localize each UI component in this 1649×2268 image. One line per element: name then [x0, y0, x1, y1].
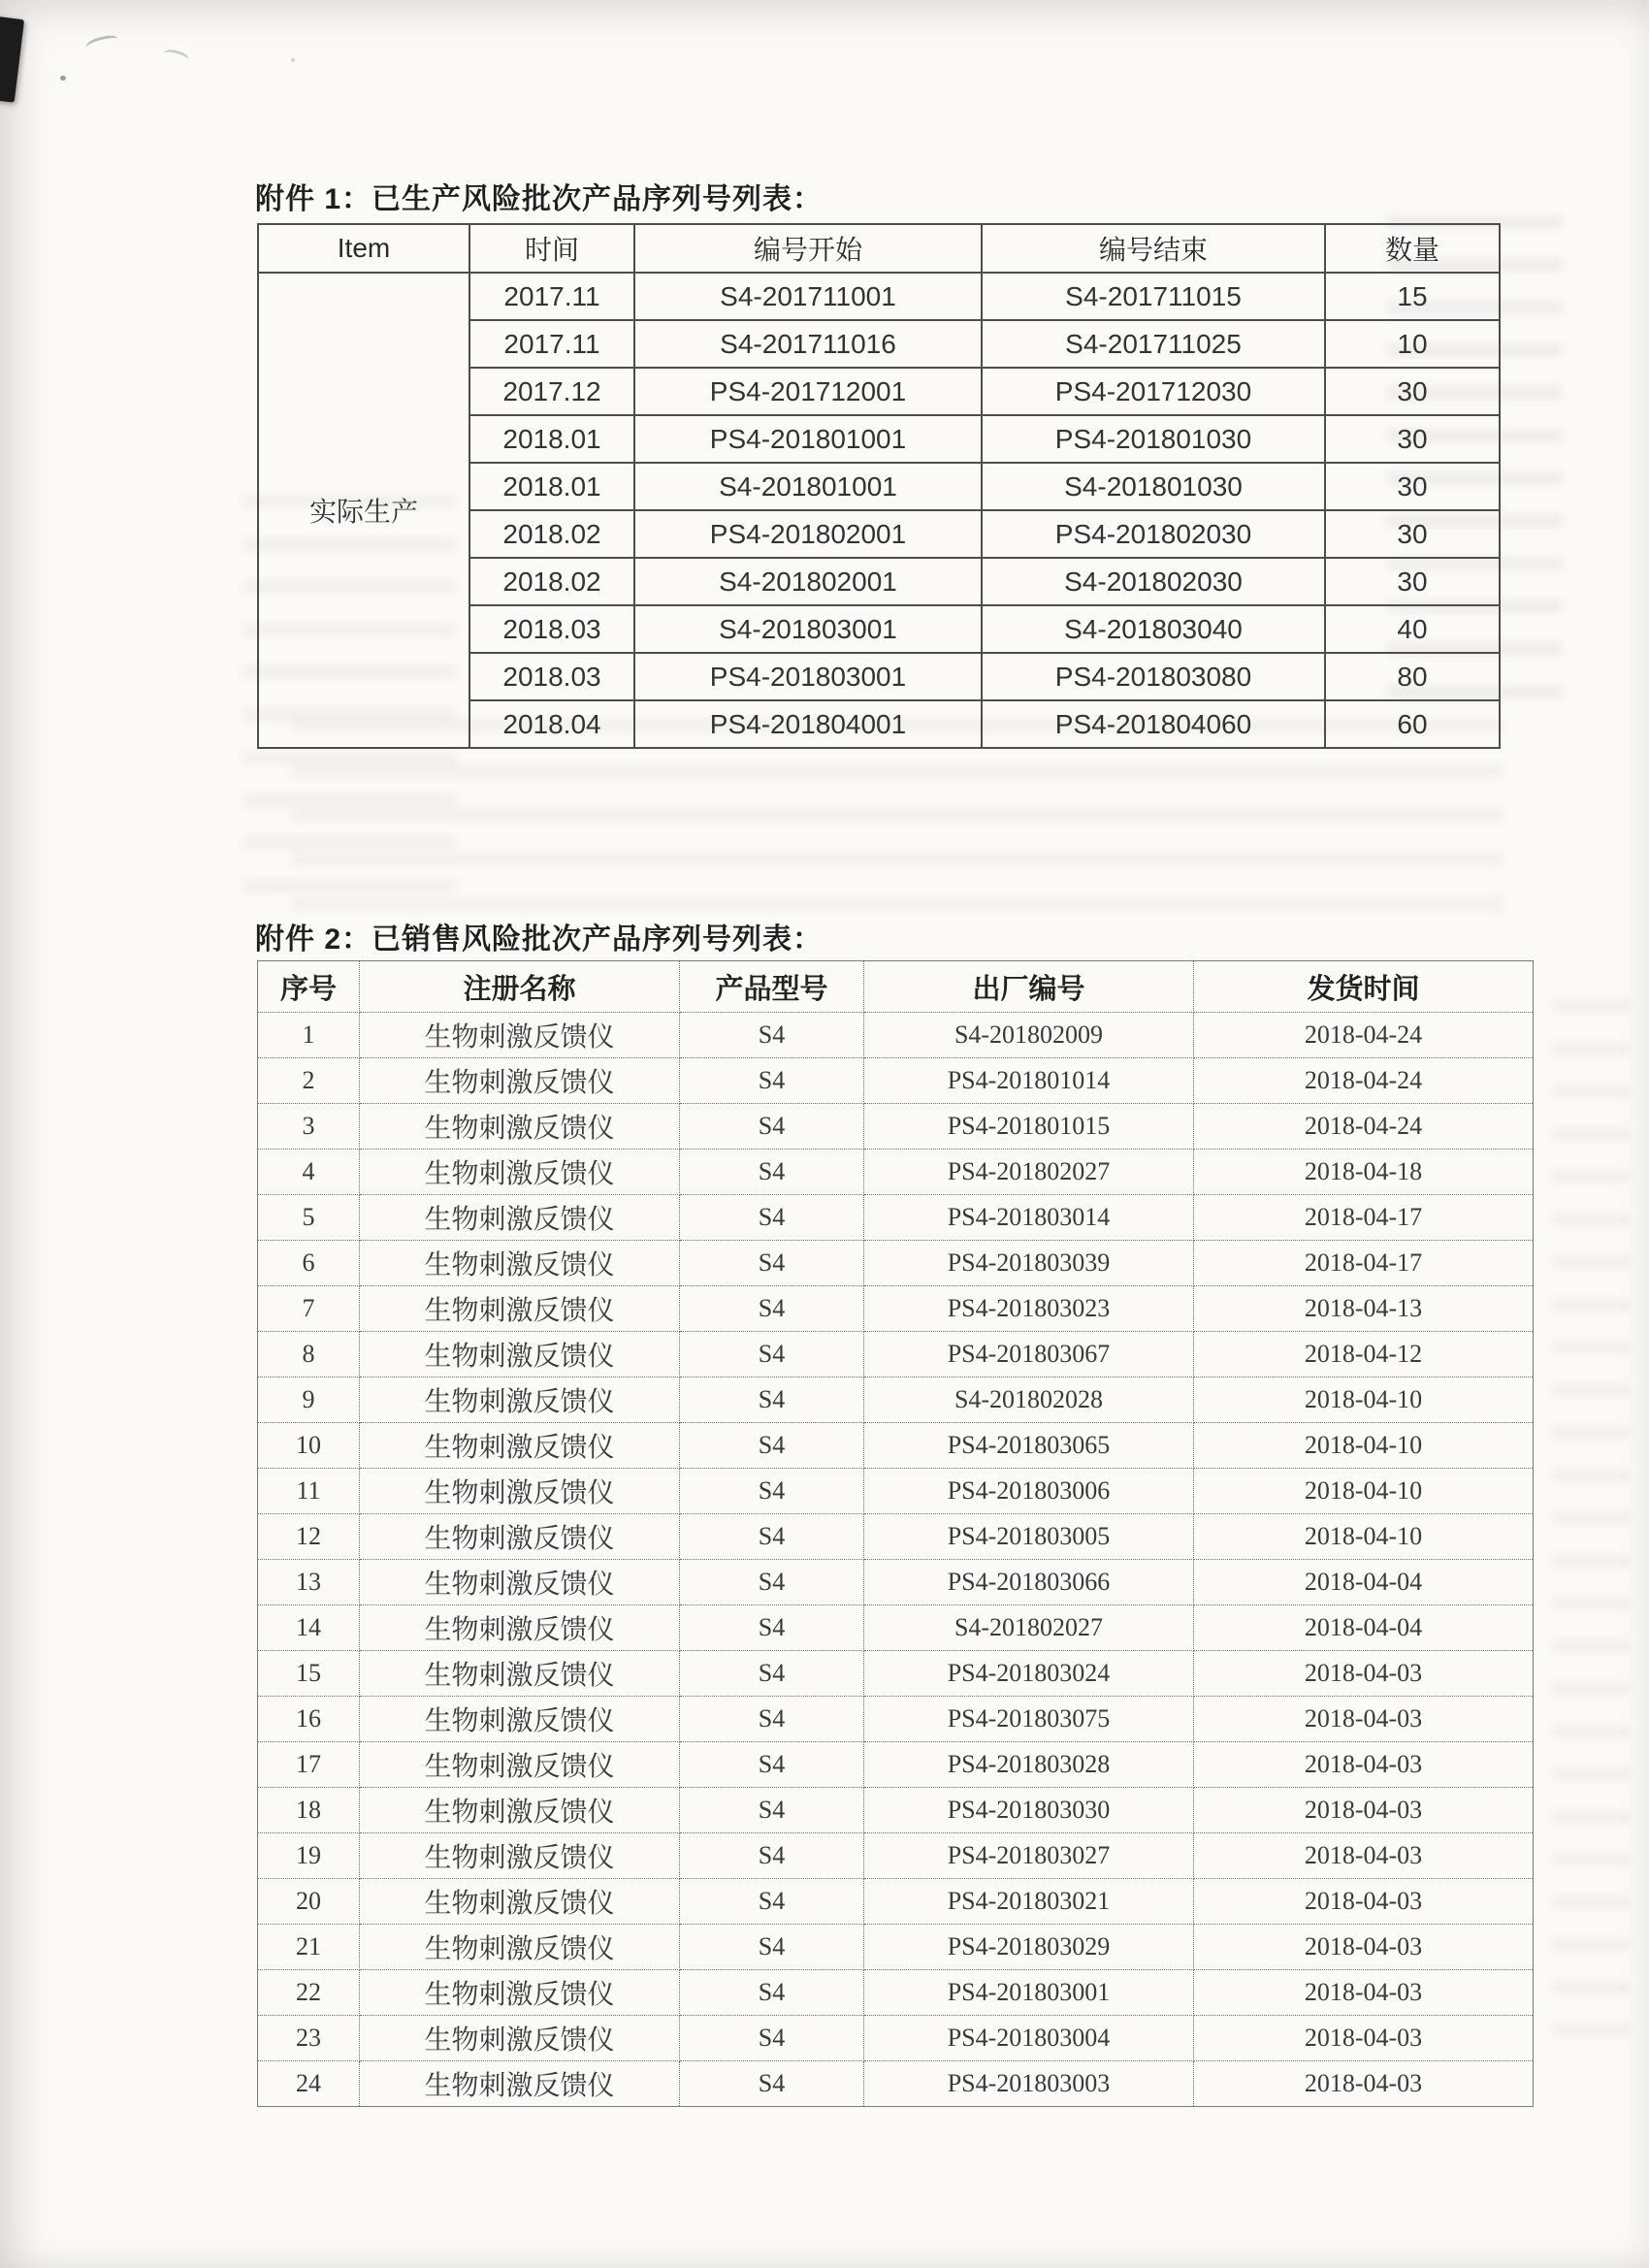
time-cell: 2018.01 — [469, 415, 634, 463]
registered-name-cell: 生物刺激反馈仪 — [360, 1651, 680, 1697]
time-cell: 2018.02 — [469, 558, 634, 605]
ship-date-cell: 2018-04-18 — [1194, 1150, 1534, 1195]
column-header-item: Item — [258, 224, 469, 273]
factory-serial-cell: PS4-201803005 — [864, 1514, 1194, 1560]
table-row — [258, 1423, 1534, 1469]
column-header-ship-date: 发货时间 — [1194, 961, 1534, 1013]
ship-date-cell: 2018-04-24 — [1194, 1058, 1534, 1104]
serial-start-cell: PS4-201712001 — [634, 368, 982, 415]
registered-name-cell: 生物刺激反馈仪 — [360, 1788, 680, 1833]
ship-date-cell: 2018-04-03 — [1194, 1651, 1534, 1697]
serial-end-cell: PS4-201801030 — [982, 415, 1325, 463]
registered-name-cell: 生物刺激反馈仪 — [360, 1833, 680, 1879]
serial-start-cell: S4-201711016 — [634, 320, 982, 368]
table-row — [258, 1788, 1534, 1833]
table-row — [258, 1332, 1534, 1377]
table-row — [258, 1150, 1534, 1195]
serial-end-cell: S4-201803040 — [982, 605, 1325, 653]
ship-date-cell: 2018-04-10 — [1194, 1514, 1534, 1560]
row-number-cell: 3 — [258, 1104, 360, 1150]
registered-name-cell: 生物刺激反馈仪 — [360, 1697, 680, 1742]
ship-date-cell: 2018-04-03 — [1194, 1697, 1534, 1742]
product-model-cell: S4 — [680, 1286, 864, 1332]
row-number-cell: 7 — [258, 1286, 360, 1332]
time-cell: 2018.04 — [469, 700, 634, 748]
table-row — [258, 1286, 1534, 1332]
ship-date-cell: 2018-04-10 — [1194, 1377, 1534, 1423]
row-number-cell: 10 — [258, 1423, 360, 1469]
serial-end-cell: S4-201801030 — [982, 463, 1325, 510]
product-model-cell: S4 — [680, 1104, 864, 1150]
row-number-cell: 6 — [258, 1241, 360, 1286]
column-header-serial-end: 编号结束 — [982, 224, 1325, 273]
product-model-cell: S4 — [680, 2016, 864, 2061]
table-row — [258, 1241, 1534, 1286]
row-number-cell: 12 — [258, 1514, 360, 1560]
serial-start-cell: PS4-201804001 — [634, 700, 982, 748]
product-model-cell: S4 — [680, 1560, 864, 1605]
product-model-cell: S4 — [680, 1697, 864, 1742]
registered-name-cell: 生物刺激反馈仪 — [360, 1925, 680, 1970]
ship-date-cell: 2018-04-03 — [1194, 2016, 1534, 2061]
row-number-cell: 13 — [258, 1560, 360, 1605]
product-model-cell: S4 — [680, 2061, 864, 2107]
sold-table-header — [258, 961, 1534, 1013]
ship-date-cell: 2018-04-17 — [1194, 1241, 1534, 1286]
row-number-cell: 22 — [258, 1970, 360, 2016]
quantity-cell: 30 — [1325, 463, 1500, 510]
quantity-cell: 10 — [1325, 320, 1500, 368]
merged-actual-production-cell: 实际生产 — [258, 273, 469, 748]
registered-name-cell: 生物刺激反馈仪 — [360, 1469, 680, 1514]
table-row — [258, 1742, 1534, 1788]
table-row — [258, 1605, 1534, 1651]
column-header-serial: 出厂编号 — [864, 961, 1194, 1013]
factory-serial-cell: PS4-201803001 — [864, 1970, 1194, 2016]
serial-end-cell: PS4-201712030 — [982, 368, 1325, 415]
factory-serial-cell: PS4-201803027 — [864, 1833, 1194, 1879]
time-cell: 2017.11 — [469, 320, 634, 368]
ship-date-cell: 2018-04-12 — [1194, 1332, 1534, 1377]
row-number-cell: 23 — [258, 2016, 360, 2061]
registered-name-cell: 生物刺激反馈仪 — [360, 1423, 680, 1469]
quantity-cell: 30 — [1325, 415, 1500, 463]
row-number-cell: 4 — [258, 1150, 360, 1195]
row-number-cell: 8 — [258, 1332, 360, 1377]
serial-end-cell: S4-201711025 — [982, 320, 1325, 368]
registered-name-cell: 生物刺激反馈仪 — [360, 1150, 680, 1195]
product-model-cell: S4 — [680, 1605, 864, 1651]
table-row — [258, 1377, 1534, 1423]
registered-name-cell: 生物刺激反馈仪 — [360, 1879, 680, 1925]
quantity-cell: 80 — [1325, 653, 1500, 700]
column-header-model: 产品型号 — [680, 961, 864, 1013]
scan-corner-mark — [0, 16, 24, 103]
table-row — [258, 1651, 1534, 1697]
ship-date-cell: 2018-04-04 — [1194, 1560, 1534, 1605]
product-model-cell: S4 — [680, 1925, 864, 1970]
row-number-cell: 9 — [258, 1377, 360, 1423]
serial-end-cell: PS4-201802030 — [982, 510, 1325, 558]
row-number-cell: 17 — [258, 1742, 360, 1788]
table-row — [258, 1970, 1534, 2016]
factory-serial-cell: PS4-201801015 — [864, 1104, 1194, 1150]
product-model-cell: S4 — [680, 1058, 864, 1104]
registered-name-cell: 生物刺激反馈仪 — [360, 1742, 680, 1788]
row-number-cell: 16 — [258, 1697, 360, 1742]
product-model-cell: S4 — [680, 1423, 864, 1469]
ship-date-cell: 2018-04-24 — [1194, 1013, 1534, 1058]
column-header-name: 注册名称 — [360, 961, 680, 1013]
table-row — [258, 1013, 1534, 1058]
ship-date-cell: 2018-04-03 — [1194, 1742, 1534, 1788]
quantity-cell: 60 — [1325, 700, 1500, 748]
product-model-cell: S4 — [680, 1377, 864, 1423]
registered-name-cell: 生物刺激反馈仪 — [360, 1332, 680, 1377]
ship-date-cell: 2018-04-17 — [1194, 1195, 1534, 1241]
column-header-no: 序号 — [258, 961, 360, 1013]
serial-start-cell: S4-201801001 — [634, 463, 982, 510]
product-model-cell: S4 — [680, 1013, 864, 1058]
header-row — [258, 224, 1500, 273]
scan-speck — [60, 76, 66, 81]
time-cell: 2018.03 — [469, 653, 634, 700]
attachment2-title: 附件 2：已销售风险批次产品序列号列表： — [255, 923, 824, 956]
factory-serial-cell: PS4-201803004 — [864, 2016, 1194, 2061]
column-header-serial-start: 编号开始 — [634, 224, 982, 273]
product-model-cell: S4 — [680, 1879, 864, 1925]
production-table-header — [258, 224, 1500, 273]
row-number-cell: 1 — [258, 1013, 360, 1058]
factory-serial-cell: PS4-201803014 — [864, 1195, 1194, 1241]
table-row — [258, 1833, 1534, 1879]
factory-serial-cell: PS4-201803024 — [864, 1651, 1194, 1697]
factory-serial-cell: PS4-201803003 — [864, 2061, 1194, 2107]
factory-serial-cell: PS4-201803066 — [864, 1560, 1194, 1605]
table-row — [258, 2016, 1534, 2061]
factory-serial-cell: S4-201802028 — [864, 1377, 1194, 1423]
table-row — [258, 1104, 1534, 1150]
ship-date-cell: 2018-04-03 — [1194, 1970, 1534, 2016]
factory-serial-cell: PS4-201803067 — [864, 1332, 1194, 1377]
scan-speck — [291, 58, 295, 62]
factory-serial-cell: PS4-201803075 — [864, 1697, 1194, 1742]
ship-date-cell: 2018-04-13 — [1194, 1286, 1534, 1332]
registered-name-cell: 生物刺激反馈仪 — [360, 1104, 680, 1150]
registered-name-cell: 生物刺激反馈仪 — [360, 1286, 680, 1332]
production-table-body — [258, 273, 1500, 748]
product-model-cell: S4 — [680, 1514, 864, 1560]
attachment1-title: 附件 1：已生产风险批次产品序列号列表： — [255, 183, 824, 215]
factory-serial-cell: PS4-201803065 — [864, 1423, 1194, 1469]
ship-date-cell: 2018-04-03 — [1194, 1788, 1534, 1833]
serial-start-cell: PS4-201801001 — [634, 415, 982, 463]
pencil-squiggle — [162, 47, 190, 66]
table-row — [258, 1879, 1534, 1925]
quantity-cell: 40 — [1325, 605, 1500, 653]
product-model-cell: S4 — [680, 1651, 864, 1697]
registered-name-cell: 生物刺激反馈仪 — [360, 1195, 680, 1241]
ship-date-cell: 2018-04-24 — [1194, 1104, 1534, 1150]
row-number-cell: 19 — [258, 1833, 360, 1879]
production-batch-table — [257, 223, 1501, 749]
table-row — [258, 1697, 1534, 1742]
product-model-cell: S4 — [680, 1150, 864, 1195]
registered-name-cell: 生物刺激反馈仪 — [360, 2016, 680, 2061]
factory-serial-cell: PS4-201803039 — [864, 1241, 1194, 1286]
ship-date-cell: 2018-04-03 — [1194, 2061, 1534, 2107]
table-row — [258, 1560, 1534, 1605]
ship-date-cell: 2018-04-03 — [1194, 1925, 1534, 1970]
ship-date-cell: 2018-04-03 — [1194, 1879, 1534, 1925]
ship-date-cell: 2018-04-03 — [1194, 1833, 1534, 1879]
factory-serial-cell: S4-201802027 — [864, 1605, 1194, 1651]
ship-date-cell: 2018-04-10 — [1194, 1469, 1534, 1514]
factory-serial-cell: PS4-201803023 — [864, 1286, 1194, 1332]
registered-name-cell: 生物刺激反馈仪 — [360, 1560, 680, 1605]
factory-serial-cell: PS4-201803028 — [864, 1742, 1194, 1788]
serial-start-cell: S4-201711001 — [634, 273, 982, 320]
registered-name-cell: 生物刺激反馈仪 — [360, 1013, 680, 1058]
table-row — [258, 1514, 1534, 1560]
sold-table-body — [258, 1013, 1534, 2107]
serial-end-cell: S4-201711015 — [982, 273, 1325, 320]
serial-end-cell: PS4-201804060 — [982, 700, 1325, 748]
serial-start-cell: S4-201803001 — [634, 605, 982, 653]
registered-name-cell: 生物刺激反馈仪 — [360, 1605, 680, 1651]
table-row — [258, 1195, 1534, 1241]
table-row — [258, 1469, 1534, 1514]
row-number-cell: 14 — [258, 1605, 360, 1651]
product-model-cell: S4 — [680, 1332, 864, 1377]
serial-end-cell: PS4-201803080 — [982, 653, 1325, 700]
product-model-cell: S4 — [680, 1833, 864, 1879]
time-cell: 2018.01 — [469, 463, 634, 510]
pencil-squiggle — [84, 34, 119, 55]
column-header-time: 时间 — [469, 224, 634, 273]
row-number-cell: 21 — [258, 1925, 360, 1970]
ship-date-cell: 2018-04-04 — [1194, 1605, 1534, 1651]
factory-serial-cell: PS4-201803030 — [864, 1788, 1194, 1833]
time-cell: 2017.12 — [469, 368, 634, 415]
sold-batch-table — [257, 960, 1534, 2107]
factory-serial-cell: S4-201802009 — [864, 1013, 1194, 1058]
quantity-cell: 30 — [1325, 510, 1500, 558]
product-model-cell: S4 — [680, 1241, 864, 1286]
time-cell: 2017.11 — [469, 273, 634, 320]
table-row — [258, 1925, 1534, 1970]
registered-name-cell: 生物刺激反馈仪 — [360, 2061, 680, 2107]
quantity-cell: 30 — [1325, 368, 1500, 415]
row-number-cell: 24 — [258, 2061, 360, 2107]
row-number-cell: 18 — [258, 1788, 360, 1833]
product-model-cell: S4 — [680, 1742, 864, 1788]
registered-name-cell: 生物刺激反馈仪 — [360, 1970, 680, 2016]
factory-serial-cell: PS4-201801014 — [864, 1058, 1194, 1104]
row-number-cell: 11 — [258, 1469, 360, 1514]
serial-start-cell: S4-201802001 — [634, 558, 982, 605]
column-header-quantity: 数量 — [1325, 224, 1500, 273]
factory-serial-cell: PS4-201803029 — [864, 1925, 1194, 1970]
registered-name-cell: 生物刺激反馈仪 — [360, 1514, 680, 1560]
quantity-cell: 30 — [1325, 558, 1500, 605]
table-row — [258, 273, 1500, 320]
time-cell: 2018.02 — [469, 510, 634, 558]
header-row — [258, 961, 1534, 1013]
time-cell: 2018.03 — [469, 605, 634, 653]
serial-start-cell: PS4-201803001 — [634, 653, 982, 700]
product-model-cell: S4 — [680, 1469, 864, 1514]
product-model-cell: S4 — [680, 1788, 864, 1833]
serial-end-cell: S4-201802030 — [982, 558, 1325, 605]
quantity-cell: 15 — [1325, 273, 1500, 320]
row-number-cell: 5 — [258, 1195, 360, 1241]
serial-start-cell: PS4-201802001 — [634, 510, 982, 558]
row-number-cell: 15 — [258, 1651, 360, 1697]
ship-date-cell: 2018-04-10 — [1194, 1423, 1534, 1469]
factory-serial-cell: PS4-201803021 — [864, 1879, 1194, 1925]
table-row — [258, 2061, 1534, 2107]
registered-name-cell: 生物刺激反馈仪 — [360, 1241, 680, 1286]
factory-serial-cell: PS4-201802027 — [864, 1150, 1194, 1195]
product-model-cell: S4 — [680, 1970, 864, 2016]
scan-bleed-artifact — [1552, 970, 1630, 2037]
registered-name-cell: 生物刺激反馈仪 — [360, 1058, 680, 1104]
product-model-cell: S4 — [680, 1195, 864, 1241]
row-number-cell: 20 — [258, 1879, 360, 1925]
row-number-cell: 2 — [258, 1058, 360, 1104]
registered-name-cell: 生物刺激反馈仪 — [360, 1377, 680, 1423]
factory-serial-cell: PS4-201803006 — [864, 1469, 1194, 1514]
table-row — [258, 1058, 1534, 1104]
